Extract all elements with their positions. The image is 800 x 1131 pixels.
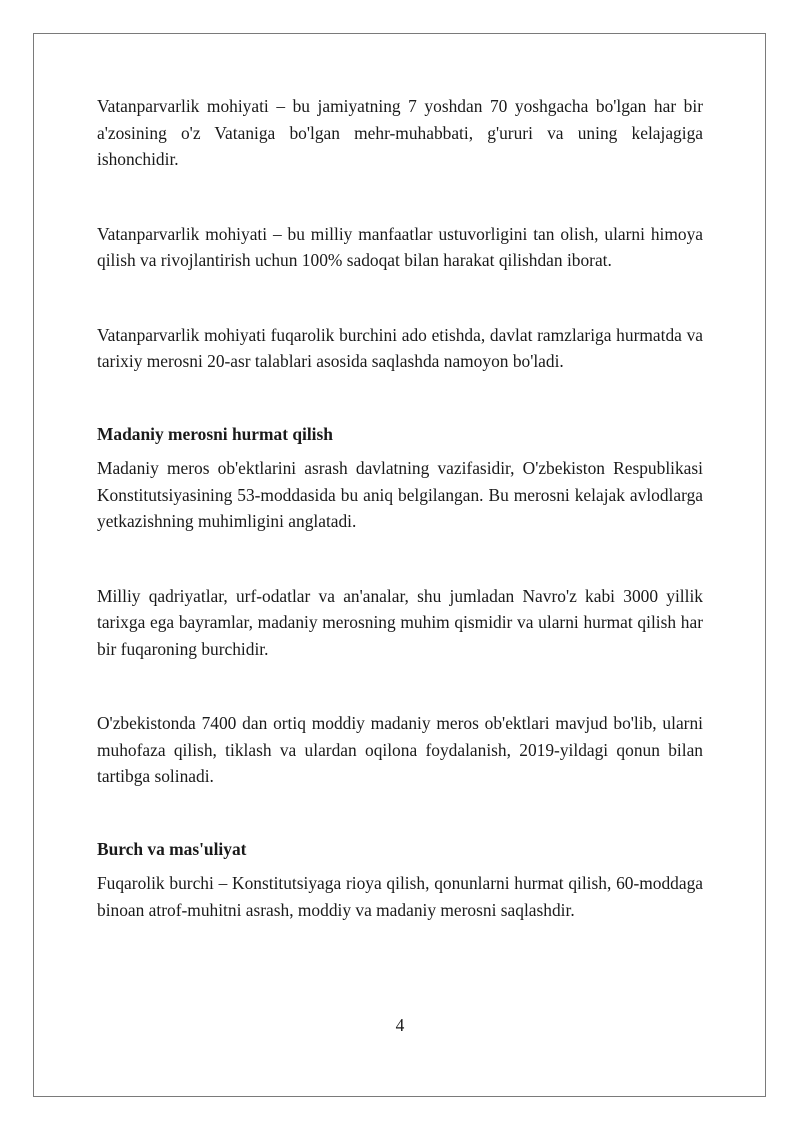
intro-paragraph-2: Vatanparvarlik mohiyati – bu milliy manfaatlar ustuvorligini tan olish, ularni himoya qilish va rivojlantirish uchun 100% sadoqat bilan harakat qilishdan iborat. — [97, 223, 703, 270]
page-number: 4 — [395, 1015, 405, 1035]
section2-paragraph-1: Fuqarolik burchi – Konstitutsiyaga rioya qilish, qonunlarni hurmat qilish, 60-moddaga binoan atrof-muhitni asrash, moddiy va madaniy merosni saqlashdir. — [97, 873, 703, 920]
section1-paragraph-1: Madaniy meros ob'ektlarini asrash davlatning vazifasidir, O'zbekiston Respublikasi Konstitutsiyasining 53-moddasida bu aniq belgilangan. Bu merosni kelajak avlodlarga yetkazishning muhimligini anglatadi. — [97, 458, 703, 531]
section1-paragraph-2: Milliy qadriyatlar, urf-odatlar va an'analar, shu jumladan Navro'z kabi 3000 yillik tarixga ega bayramlar, madaniy merosning muhim qismidir va ularni hurmat qilish har bir fuqaroning burchidir. — [97, 585, 703, 659]
intro-paragraph-3: Vatanparvarlik mohiyati fuqarolik burchini ado etishda, davlat ramzlariga hurmatda va tarixiy merosni 20-asr talablari asosida saqlashda namoyon bo'ladi. — [97, 324, 703, 371]
section-heading-duty-responsibility: Burch va mas'uliyat — [97, 838, 247, 859]
intro-paragraph-1: Vatanparvarlik mohiyati – bu jamiyatning 7 yoshdan 70 yoshgacha bo'lgan har bir a'zosining o'z Vataniga bo'lgan mehr-muhabbati, g'ururi va uning kelajagiga ishonchidir. — [97, 96, 703, 169]
section-heading-cultural-heritage: Madaniy merosni hurmat qilish — [97, 423, 333, 444]
section1-paragraph-3: O'zbekistonda 7400 dan ortiq moddiy madaniy meros ob'ektlari mavjud bo'lib, ularni muhofaza qilish, tiklash va ulardan oqilona foydalanish, 2019-yildagi qonun bilan tartibga solinadi. — [97, 713, 703, 786]
document-body — [97, 93, 703, 923]
